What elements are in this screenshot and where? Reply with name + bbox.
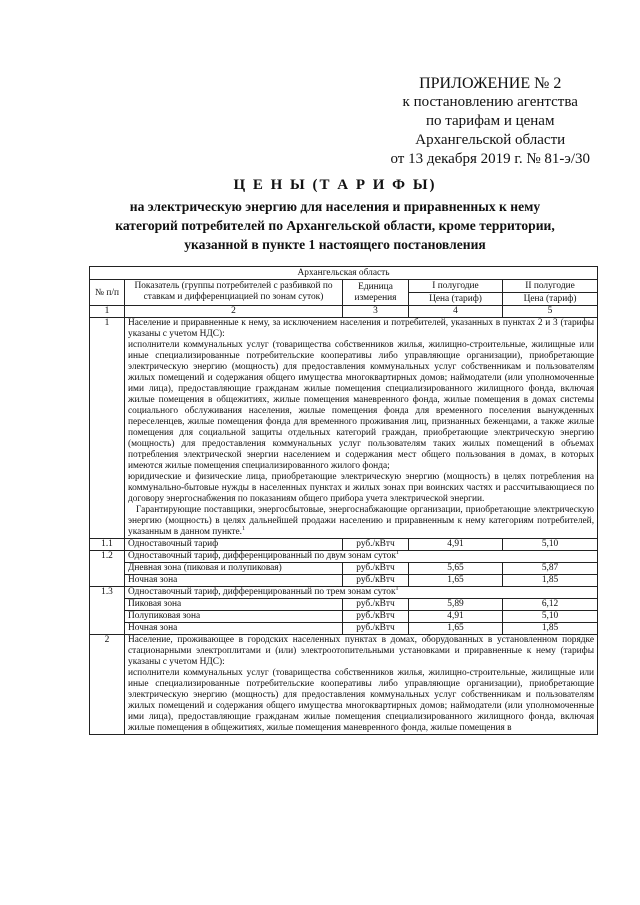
row-1-2-number: 1.2 [90, 551, 125, 587]
row-1-number: 1 [90, 318, 125, 539]
footnote-mark: 1 [395, 549, 399, 556]
document-subtitle [95, 197, 575, 254]
row-1-1-half2: 5,10 [503, 539, 598, 551]
footnote-mark: 1 [395, 585, 399, 592]
row-1-2-night-half1: 1,65 [409, 575, 503, 587]
row-1-2-day-half2: 5,87 [503, 563, 598, 575]
subtitle-line-3: указанной в пункте 1 настоящего постановления [184, 237, 486, 252]
row-1-3-night-label: Ночная зона [125, 623, 343, 635]
row-1-2-day-label: Дневная зона (пиковая и полупиковая) [125, 563, 343, 575]
row-1-2-night-unit: руб./кВтч [343, 575, 409, 587]
appendix-header [390, 74, 590, 169]
index-cell-4: 4 [409, 306, 503, 318]
row-1-3-peak-unit: руб./кВтч [343, 599, 409, 611]
row-1-paragraph-1: Население и приравненные к нему, за исключением населения и потребителей, указанных в пунктах 2 и 3 (тарифы указаны с учетом НДС): [128, 318, 595, 339]
appendix-line-3: по тарифам и ценам [426, 113, 555, 129]
row-1-2-label-text: Одноставочный тариф, дифференцированный по двум зонам суток [128, 551, 396, 561]
row-1-paragraph-2: исполнители коммунальных услуг (товарищества собственников жилья, жилищно-строительные, жилищные или иные специализированные потребительские кооперативы либо управляющие организации), приобретающие электрическую энергию (мощность) для предоставления коммунальных услуг собственникам и пользователям жилых помещений и содержания общего имущества многоквартирных домов; наймодатели (или уполномоченные ими лица), предоставляющие гражданам жилые помещения специализированного жилищного фонда, включая жилые помещения в общежитиях, жилые помещения маневренного фонда, жилые помещения в домах системы социального обслуживания населения, жилые помещения фонда для временного поселения вынужденных переселенцев, жилые помещения фонда для временного проживания лиц, признанных беженцами, а также жилые помещения для социальной защиты отдельных категорий граждан, приобретающие электрическую энергию (мощность) для предоставления коммунальных услуг пользователям таких жилых помещений в объемах потребления электрической энергии населением и содержания мест общего пользования в домах, в которых имеются жилые помещения специализированного жилого фонда; [128, 340, 595, 471]
column-number-header: № п/п [90, 280, 125, 306]
row-1-2-label [125, 551, 598, 563]
index-cell-3: 3 [343, 306, 409, 318]
appendix-line-2: к постановлению агентства [402, 94, 578, 110]
row-1-3-label-text: Одноставочный тариф, дифференцированный по трем зонам суток [128, 587, 396, 597]
column-half2-header: II полугодие [503, 280, 598, 293]
row-2-description [125, 635, 598, 735]
column-indicator-header: Показатель (группы потребителей с разбивкой по ставкам и дифференциацией по зонам суток) [125, 280, 343, 306]
row-1-2-day-half1: 5,65 [409, 563, 503, 575]
half2-price-label: Цена (тариф) [503, 293, 598, 306]
row-1-3-semipeak-unit: руб./кВтч [343, 611, 409, 623]
row-1-paragraph-4 [128, 505, 594, 538]
row-1-paragraph-3: юридические и физические лица, приобретающие электрическую энергию (мощность) в целях потребления на коммунально-бытовые нужды в населенных пунктах и жилых зонах при воинских частях и рассчитывающиеся по договору энергоснабжения по показаниям общего прибора учета электрической энергии. [128, 472, 595, 504]
row-1-3-night-half2: 1,85 [503, 623, 598, 635]
row-1-1-unit: руб./кВтч [343, 539, 409, 551]
row-1-1-label: Одноставочный тариф [125, 539, 343, 551]
row-1-3-peak-label: Пиковая зона [125, 599, 343, 611]
region-header: Архангельская область [90, 267, 598, 280]
row-1-3-semipeak-label: Полупиковая зона [125, 611, 343, 623]
row-1-description [125, 318, 598, 539]
appendix-line-5: от 13 декабря 2019 г. № 81-э/30 [390, 151, 590, 167]
row-1-2-night-label: Ночная зона [125, 575, 343, 587]
document-title: Ц Е Н Ы (Т А Р И Ф Ы) [233, 177, 437, 193]
row-1-3-label [125, 587, 598, 599]
row-1-3-peak-half1: 5,89 [409, 599, 503, 611]
column-half1-header: I полугодие [409, 280, 503, 293]
appendix-line-4: Архангельской области [415, 132, 566, 148]
subtitle-line-2: категорий потребителей по Архангельской области, кроме территории, [115, 218, 555, 233]
row-1-paragraph-4-text: Гарантирующие поставщики, энергосбытовые, энергоснабжающие организации, приобретающие электрическую энергию (мощность) в целях дальнейшей продажи населению и приравненным к нему категориям потребителей, указанным в данном пункте. [128, 505, 595, 537]
row-1-3-number: 1.3 [90, 587, 125, 635]
tariff-table [89, 266, 598, 735]
row-1-3-night-half1: 1,65 [409, 623, 503, 635]
subtitle-line-1: на электрическую энергию для населения и приравненных к нему [129, 199, 541, 214]
index-cell-5: 5 [503, 306, 598, 318]
appendix-number: ПРИЛОЖЕНИЕ № 2 [419, 75, 562, 92]
row-1-2-day-unit: руб./кВтч [343, 563, 409, 575]
row-1-3-semipeak-half1: 4,91 [409, 611, 503, 623]
row-2-number: 2 [90, 635, 125, 735]
row-2-paragraph-1: Население, проживающее в городских населенных пунктах в домах, оборудованных в установленном порядке стационарными электроплитами и (или) электроотопительными установками и приравненные к нему (тарифы указаны с учетом НДС): [128, 635, 595, 667]
column-unit-header: Единица измерения [343, 280, 409, 306]
index-cell-2: 2 [125, 306, 343, 318]
row-1-3-peak-half2: 6,12 [503, 599, 598, 611]
row-1-2-night-half2: 1,85 [503, 575, 598, 587]
row-1-3-night-unit: руб./кВтч [343, 623, 409, 635]
index-cell-1: 1 [90, 306, 125, 318]
row-1-1-half1: 4,91 [409, 539, 503, 551]
half1-price-label: Цена (тариф) [409, 293, 503, 306]
footnote-mark: 1 [242, 525, 246, 532]
row-1-1-number: 1.1 [90, 539, 125, 551]
row-1-3-semipeak-half2: 5,10 [503, 611, 598, 623]
row-2-paragraph-2: исполнители коммунальных услуг (товарищества собственников жилья, жилищно-строительные, жилищные или иные специализированные потребительские кооперативы либо управляющие организации), приобретающие электрическую энергию (мощность) для предоставления коммунальных услуг собственникам и пользователям жилых помещений и содержания общего имущества многоквартирных домов; наймодатели (или уполномоченные ими лица), предоставляющие гражданам жилые помещения специализированного жилищного фонда, включая жилые помещения в общежитиях, жилые помещения маневренного фонда, жилые помещения в [128, 668, 595, 733]
